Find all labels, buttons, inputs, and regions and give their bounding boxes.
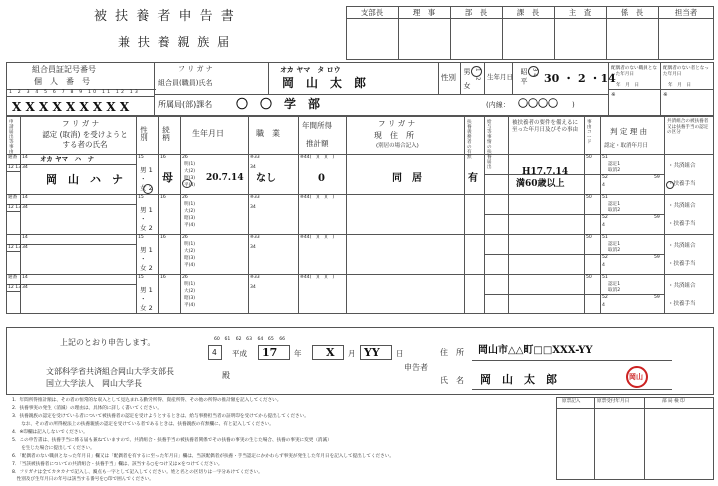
row-fuyo-option: ・扶養手当 xyxy=(668,301,696,307)
note-line: 3．扶養親族の認定を受けている者について被扶養者の認定を受けようとするときは、給与事務担当者の証明印を受けてから提出してください。 xyxy=(12,414,309,419)
row-code-34: 34 xyxy=(22,245,28,250)
era-number: 4 xyxy=(212,348,217,357)
row-code-1213: 12 13 xyxy=(8,165,22,170)
row-code-33: ※33 xyxy=(250,235,260,240)
row-code-52: 52 xyxy=(602,295,608,300)
office-col-2: 原票受付年月日 xyxy=(597,399,630,404)
row-kyosai-option: ・共済組合 xyxy=(668,243,696,249)
form-title: 被 扶 養 者 申 告 書 xyxy=(94,9,236,24)
row-era-option: 平(4) xyxy=(184,263,196,268)
row-nintei: 認定1 xyxy=(608,162,621,167)
dept-value: 〇 〇 学 部 xyxy=(236,97,321,111)
era-selected-circle xyxy=(528,66,539,77)
sex-options: 男 女 xyxy=(463,68,471,89)
header-addr-furigana: フ リ ガ ナ xyxy=(378,119,416,128)
row-code-50: 50 xyxy=(586,275,592,280)
row-era-option: 明(1) xyxy=(184,282,196,287)
row-kind: 通番 xyxy=(8,195,18,200)
row-code-34b: 34 xyxy=(250,285,256,290)
row-kyosai-option: ・共済組合 xyxy=(668,203,696,209)
row-code-16: 16 xyxy=(160,155,166,160)
row-nintei: 認定1 xyxy=(608,202,621,207)
office-use-table xyxy=(556,397,714,480)
row-code-16: 16 xyxy=(160,235,166,240)
personal-seal-text: 岡山 xyxy=(629,373,643,381)
header-sex: 性別 xyxy=(139,126,149,141)
header-addr-note: (別居の場合記入) xyxy=(376,143,419,149)
row-sex-2: 女 2 xyxy=(140,264,153,272)
row-era-option: 大(2) xyxy=(184,289,196,294)
digit-position-numbers: 1 2 3 4 5 6 7 8 9 10 11 12 13 xyxy=(9,90,141,95)
row-code-15: 15 xyxy=(138,155,144,160)
extension-label: (内線： xyxy=(486,101,510,109)
row-sex-2: 女 2 xyxy=(140,304,153,312)
row-code-59: 59 xyxy=(654,255,660,260)
applicant-addr-label: 住 所 xyxy=(440,348,464,357)
form-subtitle: 兼 扶 養 親 族 届 xyxy=(118,35,232,49)
office-col-3: 部 局 検 印 xyxy=(662,399,685,404)
header-benefit-note: 共済組合の被扶養者又は扶養手当の認定の区分 xyxy=(667,119,709,135)
row-code-51: 51 xyxy=(602,155,608,160)
header-relation: 続柄 xyxy=(161,126,171,141)
approval-col-3: 部 長 xyxy=(464,8,488,17)
sex-selected-circle xyxy=(471,66,482,77)
birth-label: 生年月日 xyxy=(487,73,513,81)
header-cohabit: 扶養義務者の有無 xyxy=(467,120,472,161)
row-furigana: オカ ヤマ ハ ナ xyxy=(40,155,95,163)
era-options: 昭 平 xyxy=(520,68,528,85)
row-sex-2: 女 2 xyxy=(140,224,153,232)
row-req-reason: 満60歳以上 xyxy=(516,179,565,189)
note-line: 7．「当該被扶養者についての共済組合・扶養手当」欄は、該当する○をつけ又は×をつけてください。 xyxy=(12,462,223,467)
note-line: 2．扶養事実の発生（消滅）の理由は、具体的に詳しく書いてください。 xyxy=(12,406,162,411)
spouse-none-note: 配偶者のない職員となった年月日 xyxy=(611,66,657,77)
row-code-34: 34 xyxy=(22,205,28,210)
row-sex-1: 男 1 xyxy=(140,206,153,214)
row-code-14: 14 xyxy=(22,235,28,240)
row-code-59: 59 xyxy=(654,175,660,180)
header-code: 事由コード xyxy=(587,120,592,146)
row-era-option: 昭(3) xyxy=(184,176,196,181)
row-kyosai-option: ・共済組合 xyxy=(668,163,696,169)
row-torikeshi: 取消2 xyxy=(608,288,621,293)
row-addr: 同 居 xyxy=(392,173,422,184)
furigana-label: フ リ ガ ナ xyxy=(178,65,213,73)
row-code-50: 50 xyxy=(586,235,592,240)
row-code-44: ※44( )( )( ) xyxy=(300,275,335,280)
header-income: 年間所得 xyxy=(302,121,332,130)
declaration-day: YY xyxy=(364,346,380,359)
approval-col-7: 担当者 xyxy=(674,8,698,17)
row-code-14: 14 xyxy=(22,195,28,200)
note-line: 4．※印欄は記入しないでください。 xyxy=(12,430,88,435)
row-code-50: 50 xyxy=(586,155,592,160)
header-addr: 現 住 所 xyxy=(374,131,414,140)
fuyo-circle xyxy=(666,181,674,189)
row-sex-sep: ・ xyxy=(140,255,147,263)
row-code-14: 14 xyxy=(22,275,28,280)
star-mark-2: ※ xyxy=(663,92,668,98)
row-fuyo-option: ・扶養手当 xyxy=(668,221,696,227)
row-nintei: 認定1 xyxy=(608,282,621,287)
header-name: 認定 (取消) を受けようとする者の氏名 xyxy=(42,130,128,150)
row-era-option: 大(2) xyxy=(184,249,196,254)
extension-close: ) xyxy=(572,101,575,109)
note-line: 6．「配偶者のない職員となった年月日」欄又は「配偶者を有するに至った年月日」欄は、当該配偶者が扶養・手当認定にかかわらず事実が発生した年月日を記入して提出してください。 xyxy=(12,454,394,459)
sex-female-circle xyxy=(143,184,153,194)
note-line: 1．年間所得推計額は、その者の恒常的な収入として見込まれる勤労所得、資産所得、その他の所得の推計額を記入してください。 xyxy=(12,398,282,403)
approval-col-6: 係 長 xyxy=(620,8,644,17)
row-code-44: ※44( )( )( ) xyxy=(300,195,335,200)
row-code-15: 15 xyxy=(138,235,144,240)
row-fuyo-option: ・扶養手当 xyxy=(668,261,696,267)
header-verdict: 判 定 理 由 xyxy=(610,127,648,136)
row-code-26: 26 xyxy=(182,235,188,240)
applicant-label: 申告者 xyxy=(404,363,428,372)
spouse-none-note-2: 配偶者のない者となった年月日 xyxy=(663,66,709,77)
applicant-addr-value: 岡山市△△町□□XXX-YY xyxy=(478,345,593,356)
row-era-option: 平(4) xyxy=(184,303,196,308)
row-torikeshi: 取消2 xyxy=(608,208,621,213)
notes-list xyxy=(12,397,552,477)
addressee-dono: 殿 xyxy=(222,371,230,380)
declaration-year: 17 xyxy=(262,346,278,359)
row-job: なし xyxy=(256,173,276,184)
day-unit: 日 xyxy=(396,349,404,358)
approval-col-5: 主 査 xyxy=(568,8,592,17)
note-line: を生じた場合に提出してください。 xyxy=(12,446,95,451)
row-code-34b: 34 xyxy=(250,165,256,170)
row-kyosai-option: ・共済組合 xyxy=(668,283,696,289)
row-code-1213: 12 13 xyxy=(8,245,22,250)
row-code-53: 4 xyxy=(602,183,605,188)
row-code-51: 51 xyxy=(602,275,608,280)
declaration-era: 平成 xyxy=(232,349,247,358)
row-code-44: ※44( )( )( ) xyxy=(300,235,335,240)
header-job: 職 業 xyxy=(256,129,280,138)
header-reason-code: 申請届出等事由 xyxy=(9,120,14,156)
row-era-option: 昭(3) xyxy=(184,296,196,301)
row-code-50: 50 xyxy=(586,195,592,200)
row-code-26: 26 xyxy=(182,275,188,280)
applicant-name-label: 氏 名 xyxy=(440,376,464,385)
approval-col-4: 課 長 xyxy=(516,8,540,17)
row-era-option: 明(1) xyxy=(184,162,196,167)
row-code-59: 59 xyxy=(654,295,660,300)
row-code-1213: 12 13 xyxy=(8,285,22,290)
addressee-2: 国立大学法人 岡山大学長 xyxy=(46,379,142,388)
member-birth-value: 30 ・ 2 ・14 xyxy=(544,72,616,85)
header-furigana: フ リ ガ ナ xyxy=(62,119,100,128)
era-showa-circle xyxy=(182,179,192,188)
row-era-option: 大(2) xyxy=(184,169,196,174)
approval-col-1: 支部長 xyxy=(360,8,384,17)
row-code-44: ※44( )( )( ) xyxy=(300,155,335,160)
row-birth: 20.7.14 xyxy=(206,173,244,183)
row-era-option: 平(4) xyxy=(184,223,196,228)
row-code-53: 4 xyxy=(602,223,605,228)
row-code-15: 15 xyxy=(138,275,144,280)
row-income: 0 xyxy=(318,173,325,184)
member-furigana-value: オカ ヤマ タ ロウ xyxy=(280,65,341,74)
dept-label: 所属局(部)課名 xyxy=(158,100,213,109)
star-mark-1: ※ xyxy=(611,92,616,98)
row-sex-1: 男 1 xyxy=(140,166,153,174)
row-code-34: 34 xyxy=(22,165,28,170)
row-code-15: 15 xyxy=(138,195,144,200)
row-code-52: 52 xyxy=(602,255,608,260)
year-unit: 年 xyxy=(294,349,302,358)
row-sex-1: 男 1 xyxy=(140,286,153,294)
member-name-value: 岡 山 太 郎 xyxy=(282,76,367,90)
row-code-16: 16 xyxy=(160,195,166,200)
note-line: 8．フリガナは全てカタカナで記入し、濁点も一字として記入してください。姓と名との区切りは一字分あけてください。 xyxy=(12,470,263,475)
row-code-34: 34 xyxy=(22,285,28,290)
row-code-34b: 34 xyxy=(250,245,256,250)
header-requirement: 被扶養者の要件を備えるに至った年月日及びその事由 xyxy=(512,120,579,134)
row-kind: 通番 xyxy=(8,275,18,280)
row-sex-sep: ・ xyxy=(140,295,147,303)
personal-number-label: 個 人 番 号 xyxy=(34,77,90,86)
row-era-option: 平(4) xyxy=(184,183,196,188)
row-code-34b: 34 xyxy=(250,205,256,210)
extension-value: 〇〇〇〇 xyxy=(518,99,558,110)
approval-col-2: 理 事 xyxy=(412,8,436,17)
row-torikeshi: 取消2 xyxy=(608,168,621,173)
row-torikeshi: 取消2 xyxy=(608,248,621,253)
addressee-1: 文部科学省共済組合岡山大学支部長 xyxy=(46,367,174,376)
row-name: 岡 山 ハ ナ xyxy=(46,173,123,186)
header-birth: 生年月日 xyxy=(192,129,224,138)
row-code-51: 51 xyxy=(602,195,608,200)
declaration-text: 上記のとおり申告します。 xyxy=(60,338,156,347)
row-cohabit: 有 xyxy=(468,173,478,184)
row-code-33: ※33 xyxy=(250,275,260,280)
row-nintei: 認定1 xyxy=(608,242,621,247)
row-code-16: 16 xyxy=(160,275,166,280)
row-code-53: 4 xyxy=(602,263,605,268)
row-fuyo-option: ・扶養手当 xyxy=(668,181,696,187)
row-code-51: 51 xyxy=(602,235,608,240)
row-code-59: 59 xyxy=(654,215,660,220)
header-income-2: 推計額 xyxy=(306,139,329,148)
row-sex-1: 男 1 xyxy=(140,246,153,254)
era-numbers: 3 4 xyxy=(531,68,538,77)
spouse-date-units: 年 月 日 xyxy=(616,83,639,88)
office-col-1: 原票記入 xyxy=(562,399,581,404)
notes-tail: 性別及び生年月日の年号は該当する番号を○印で囲んでください。 xyxy=(12,477,154,482)
row-era-option: 明(1) xyxy=(184,242,196,247)
sex-numbers: 1 2 xyxy=(474,68,481,81)
row-code-33: ※33 xyxy=(250,155,260,160)
applicant-name-value: 岡 山 太 郎 xyxy=(480,373,557,386)
row-code-14: 14 xyxy=(22,155,28,160)
row-code-52: 52 xyxy=(602,175,608,180)
row-code-53: 4 xyxy=(602,303,605,308)
row-era-option: 大(2) xyxy=(184,209,196,214)
sex-label: 性別 xyxy=(441,73,456,82)
row-code-26: 26 xyxy=(182,155,188,160)
declaration-codes: 60 61 62 63 64 65 66 xyxy=(214,337,286,342)
header-support: 給与等事情の扶養届出 xyxy=(487,120,492,171)
note-line: なお、その者の所得税法上の扶養親族の認定を受けている者であるときは、扶養親族の有無欄に、有と記入してください。 xyxy=(12,422,274,427)
row-sex-sep: ・ xyxy=(140,175,147,183)
member-id-value: X X X X X X X X X xyxy=(12,100,130,114)
row-era-option: 昭(3) xyxy=(184,216,196,221)
row-relation: 母 xyxy=(162,171,173,184)
row-sex-sep: ・ xyxy=(140,215,147,223)
row-era-option: 昭(3) xyxy=(184,256,196,261)
row-code-26: 26 xyxy=(182,195,188,200)
member-id-label: 組合員証記号番号 xyxy=(32,65,96,74)
month-unit: 月 xyxy=(348,349,356,358)
row-code-33: ※33 xyxy=(250,195,260,200)
row-era-option: 明(1) xyxy=(184,202,196,207)
declaration-month: X xyxy=(326,346,335,359)
row-req-date: H17.7.14 xyxy=(522,167,569,177)
row-kind: 通番 xyxy=(8,155,18,160)
row-code-1213: 12 13 xyxy=(8,205,22,210)
spouse-date-units-2: 年 月 日 xyxy=(668,83,691,88)
note-line: 5．この申告書は、扶養手当に係る届も兼ねていますので、共済組合・扶養手当の被扶養者関係でその扶養の事実の生じた場合、扶養の事実に変更（消滅） xyxy=(12,438,332,443)
row-code-52: 52 xyxy=(602,215,608,220)
header-verdict-2: 認定・取消年月日 xyxy=(604,143,649,149)
row-sex-2: 女 2 xyxy=(140,184,153,192)
member-name-label: 組合員(職員)氏名 xyxy=(158,79,213,87)
